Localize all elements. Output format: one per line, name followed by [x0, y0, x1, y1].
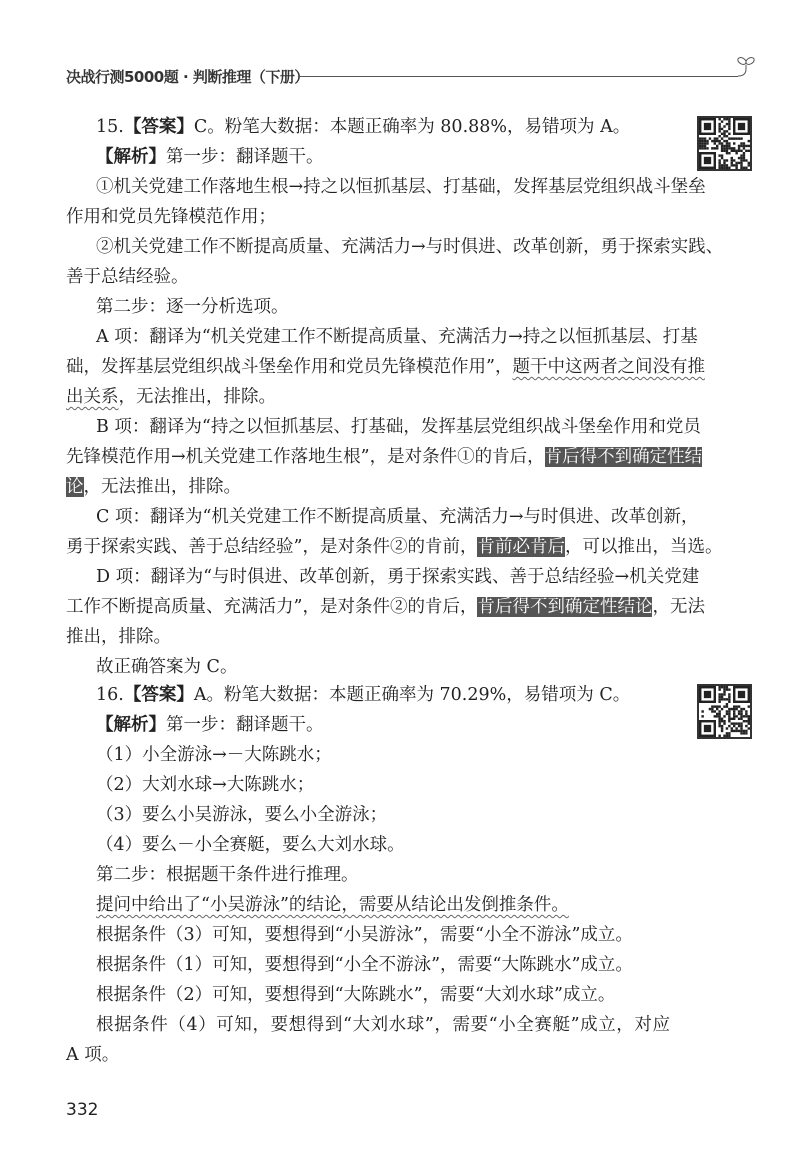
text-line — [96, 145, 670, 169]
text-segment: 第二步：根据题干条件进行推理。 — [96, 865, 359, 885]
text-segment: A。粉笔大数据：本题正确率为 70.29%，易错项为 C。 — [193, 685, 631, 705]
text-line — [66, 205, 670, 229]
text-line — [96, 953, 670, 977]
text-line — [96, 713, 670, 737]
text-segment: C 项：翻译为“机关党建工作不断提高质量、充满活力→与时俱进、改革创新， — [96, 507, 699, 527]
text-segment: 善于总结经验。 — [66, 267, 189, 287]
text-segment: 工作不断提高质量、充满活力”，是对条件②的肯后， — [66, 597, 478, 617]
text-segment: ，无法推出，排除。 — [118, 387, 276, 407]
wavy-underlined-text: 出关系 — [66, 387, 119, 407]
qr-code-icon[interactable] — [697, 116, 752, 171]
text-line — [66, 355, 705, 379]
bold-label: 【答案】 — [123, 685, 194, 705]
text-line — [96, 295, 670, 319]
text-segment: 16. — [96, 685, 124, 705]
text-line — [66, 445, 703, 469]
text-segment: 根据条件（1）可知，要想得到“小全不游泳”，需要“大陈跳水”成立。 — [96, 955, 633, 975]
text-line — [96, 683, 670, 707]
text-line — [96, 803, 670, 827]
highlighted-text: 肯后得不到确定性结论 — [477, 597, 653, 617]
text-segment: 根据条件（3）可知，要想得到“小吴游泳”，需要“小全不游泳”成立。 — [96, 925, 633, 945]
header-rule — [298, 76, 738, 77]
text-segment: 第二步：逐一分析选项。 — [96, 297, 289, 317]
text-segment: （2）大刘水球→大陈跳水； — [96, 775, 315, 795]
text-segment: 础，发挥基层党组织战斗堡垒作用和党员先锋模范作用”， — [66, 357, 513, 377]
text-segment: 根据条件（2）可知，要想得到“大陈跳水”，需要“大刘水球”成立。 — [96, 985, 616, 1005]
text-segment: （1）小全游泳→－大陈跳水； — [96, 745, 332, 765]
text-line — [96, 743, 670, 767]
text-line — [96, 505, 699, 529]
text-segment: D 项：翻译为“与时俱进、改革创新，勇于探索实践、善于总结经验→机关党建 — [96, 567, 700, 587]
text-line — [66, 1043, 670, 1067]
highlighted-text: 肯后得不到确定性结 — [544, 447, 703, 467]
text-segment: 15. — [96, 117, 124, 137]
text-segment: （4）要么－小全赛艇，要么大刘水球。 — [96, 835, 405, 855]
text-segment: 根据条件（4）可知，要想得到“大刘水球”，需要“小全赛艇”成立，对应 — [96, 1015, 670, 1035]
text-line — [96, 115, 670, 139]
text-segment: A 项。 — [66, 1045, 120, 1065]
highlighted-text: 论 — [66, 477, 84, 497]
text-line — [66, 385, 670, 409]
text-line — [96, 415, 701, 439]
text-segment: ①机关党建工作落地生根→持之以恒抓基层、打基础，发挥基层党组织战斗堡垒 — [96, 177, 706, 197]
text-segment: C。粉笔大数据：本题正确率为 80.88%，易错项为 A。 — [193, 117, 631, 137]
text-line — [66, 535, 723, 559]
text-segment: 故正确答案为 C。 — [96, 657, 238, 677]
text-line — [96, 325, 698, 349]
text-segment: B 项：翻译为“持之以恒抓基层、打基础，发挥基层党组织战斗堡垒作用和党员 — [96, 417, 701, 437]
text-segment: ②机关党建工作不断提高质量、充满活力→与时俱进、改革创新，勇于探索实践、 — [96, 237, 724, 257]
text-segment: 推出，排除。 — [66, 627, 171, 647]
text-segment: ，无法 — [652, 597, 705, 617]
text-segment: 作用和党员先锋模范作用； — [66, 207, 276, 227]
page-number: 332 — [66, 1100, 99, 1120]
bold-label: 【解析】 — [96, 147, 166, 167]
text-line — [96, 893, 670, 917]
sprout-icon — [734, 52, 764, 82]
text-line — [96, 1013, 670, 1037]
text-segment: 先锋模范作用→机关党建工作落地生根”，是对条件①的肯后， — [66, 447, 545, 467]
text-segment: 勇于探索实践、善于总结经验”，是对条件②的肯前， — [66, 537, 478, 557]
text-segment: 第一步：翻译题干。 — [166, 715, 324, 735]
text-line — [96, 175, 706, 199]
wavy-underlined-text: 题干中这两者之间没有推 — [512, 357, 705, 377]
wavy-underlined-text: 提问中给出了“小吴游泳”的结论，需要从结论出发倒推条件。 — [96, 895, 569, 915]
text-line — [96, 773, 670, 797]
text-line — [66, 595, 705, 619]
text-line — [96, 235, 724, 259]
text-segment: 第一步：翻译题干。 — [166, 147, 324, 167]
highlighted-text: 肯前必肯后 — [477, 537, 565, 557]
text-line — [66, 625, 670, 649]
running-header-title: 决战行测5000题 · 判断推理（下册） — [66, 68, 309, 86]
text-segment: ，可以推出，当选。 — [564, 537, 723, 557]
qr-code-icon[interactable] — [697, 684, 752, 739]
text-segment: （3）要么小吴游泳，要么小全游泳； — [96, 805, 388, 825]
text-line — [96, 923, 670, 947]
bold-label: 【解析】 — [96, 715, 166, 735]
bold-label: 【答案】 — [123, 117, 194, 137]
text-segment: A 项：翻译为“机关党建工作不断提高质量、充满活力→持之以恒抓基层、打基 — [96, 327, 698, 347]
text-line — [66, 475, 670, 499]
text-line — [96, 833, 670, 857]
text-line — [66, 265, 670, 289]
text-segment: ，无法推出，排除。 — [83, 477, 241, 497]
text-line — [96, 983, 670, 1007]
text-line — [96, 565, 700, 589]
text-line — [96, 655, 670, 679]
text-line — [96, 863, 670, 887]
